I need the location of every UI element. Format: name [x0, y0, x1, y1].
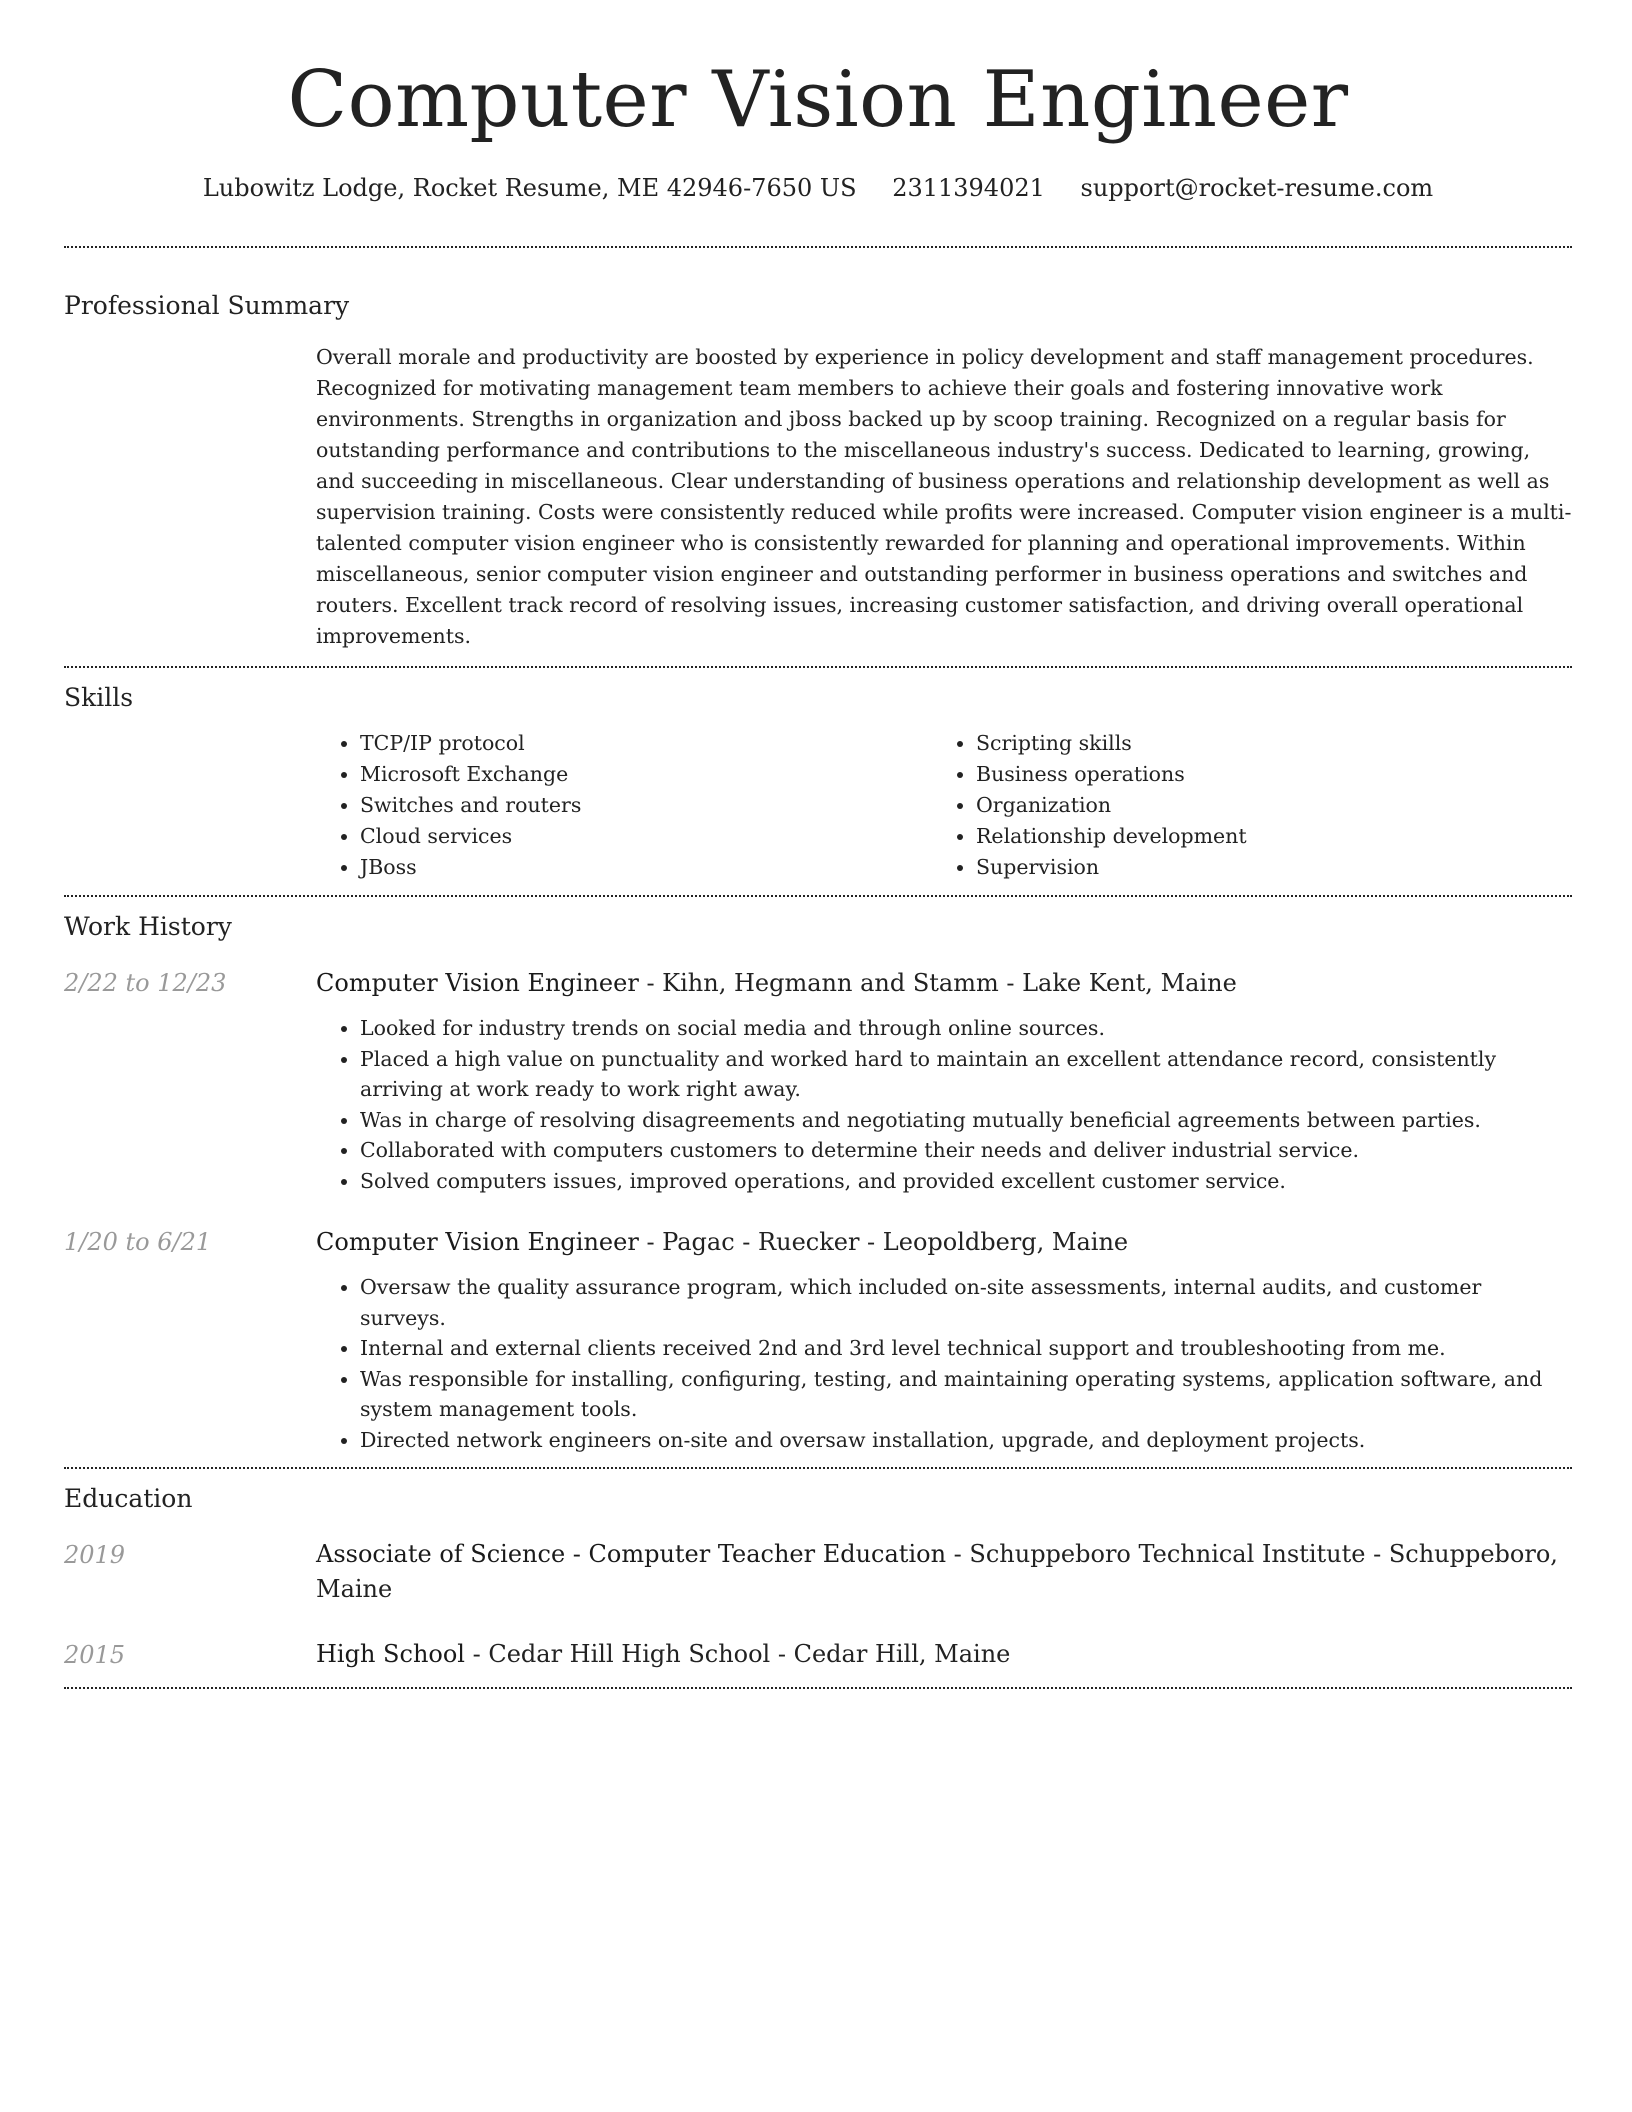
job-role: Computer Vision Engineer	[316, 969, 639, 997]
education-section	[64, 1483, 1572, 1687]
skills-title: Skills	[64, 683, 134, 712]
job-dates: 1/20 to 6/21	[64, 1228, 212, 1256]
education-degree: Associate of Science - Computer Teacher Education	[316, 1540, 947, 1568]
job-details: - Kihn, Hegmann and Stamm - Lake Kent, Maine	[638, 969, 1237, 997]
skills-list-right	[932, 728, 1548, 883]
summary-title: Professional Summary	[64, 291, 350, 320]
job-bullet: • Internal and external clients received 2nd and 3rd level technical support and troubleshooting from me.	[360, 1333, 1572, 1364]
skills-section	[64, 682, 1572, 895]
skill-item: • Relationship development	[976, 821, 1548, 852]
contact-phone: 2311394021	[892, 174, 1045, 202]
education-details: - Cedar Hill High School - Cedar Hill, Maine	[464, 1640, 1011, 1668]
summary-divider	[64, 666, 1572, 668]
job-bullet: • Directed network engineers on-site and oversaw installation, upgrade, and deployment projects.	[360, 1425, 1572, 1456]
job-body	[316, 1224, 1572, 1455]
job-bullets	[316, 1272, 1572, 1455]
skill-item: • JBoss	[360, 852, 932, 883]
resume-header	[64, 0, 1572, 204]
contact-line	[64, 172, 1572, 204]
resume-page	[64, 0, 1572, 1689]
work-section	[64, 911, 1572, 1467]
summary-section	[64, 290, 1572, 666]
job-details: - Pagac - Ruecker - Leopoldberg, Maine	[638, 1228, 1129, 1256]
job-bullet: • Oversaw the quality assurance program, which included on-site assessments, internal audits, and customer surveys.	[360, 1272, 1572, 1333]
contact-email: support@rocket-resume.com	[1080, 174, 1434, 202]
skills-list-left	[316, 728, 932, 883]
skill-item: • TCP/IP protocol	[360, 728, 932, 759]
job-bullet: • Was in charge of resolving disagreements and negotiating mutually beneficial agreements between parties.	[360, 1105, 1572, 1136]
job-bullet: • Collaborated with computers customers to determine their needs and deliver industrial service.	[360, 1135, 1572, 1166]
work-title: Work History	[64, 912, 232, 941]
education-degree: High School	[316, 1640, 465, 1668]
job-body	[316, 965, 1572, 1196]
job-bullet: • Was responsible for installing, configuring, testing, and maintaining operating systems, application software, and system management tools.	[360, 1364, 1572, 1425]
education-body	[316, 1637, 1572, 1673]
job-entry	[64, 965, 1572, 1196]
skill-item: • Cloud services	[360, 821, 932, 852]
education-body	[316, 1537, 1572, 1607]
work-divider	[64, 1467, 1572, 1469]
skill-item: • Scripting skills	[976, 728, 1548, 759]
job-bullet: • Placed a high value on punctuality and worked hard to maintain an excellent attendance record, consistently arriving at work ready to work right away.	[360, 1044, 1572, 1105]
education-heading	[316, 1637, 1572, 1672]
education-heading	[316, 1537, 1572, 1607]
skill-item: • Switches and routers	[360, 790, 932, 821]
education-entry	[64, 1537, 1572, 1607]
skills-columns	[316, 728, 1572, 895]
skill-item: • Microsoft Exchange	[360, 759, 932, 790]
education-divider	[64, 1687, 1572, 1689]
education-year: 2015	[64, 1641, 126, 1669]
education-entry	[64, 1637, 1572, 1673]
job-heading	[316, 1224, 1572, 1260]
job-heading	[316, 965, 1572, 1001]
job-dates: 2/22 to 12/23	[64, 969, 227, 997]
skill-item: • Supervision	[976, 852, 1548, 883]
job-bullets	[316, 1013, 1572, 1196]
summary-text: Overall morale and productivity are boosted by experience in policy development and staff management procedures. Recognized for motivating management team members to achieve their goals and fostering innovative work environments. Strengths in organization and jboss backed up by scoop training. Recognized on a regular basis for outstanding performance and contributions to the miscellaneous industry's success. Dedicated to learning, growing, and succeeding in miscellaneous. Clear understanding of business operations and relationship development as well as supervision training. Costs were consistently reduced while profits were increased. Computer vision engineer is a multi-talented computer vision engineer who is consistently rewarded for planning and operational improvements. Within miscellaneous, senior computer vision engineer and outstanding performer in business operations and switches and routers. Excellent track record of resolving issues, increasing customer satisfaction, and driving overall operational improvements.	[316, 345, 1572, 648]
contact-address: Lubowitz Lodge, Rocket Resume, ME 42946-7650 US	[202, 174, 857, 202]
header-divider	[64, 246, 1572, 248]
job-bullet: • Looked for industry trends on social media and through online sources.	[360, 1013, 1572, 1044]
education-year: 2019	[64, 1541, 126, 1569]
job-bullet: • Solved computers issues, improved operations, and provided excellent customer service.	[360, 1166, 1572, 1197]
skill-item: • Business operations	[976, 759, 1548, 790]
candidate-name: Computer Vision Engineer	[287, 55, 1349, 145]
skill-item: • Organization	[976, 790, 1548, 821]
job-entry	[64, 1224, 1572, 1455]
education-title: Education	[64, 1484, 193, 1513]
job-role: Computer Vision Engineer	[316, 1228, 639, 1256]
skills-divider	[64, 895, 1572, 897]
education-details: - Schuppeboro Technical Institute - Schuppeboro, Maine	[316, 1540, 1558, 1603]
